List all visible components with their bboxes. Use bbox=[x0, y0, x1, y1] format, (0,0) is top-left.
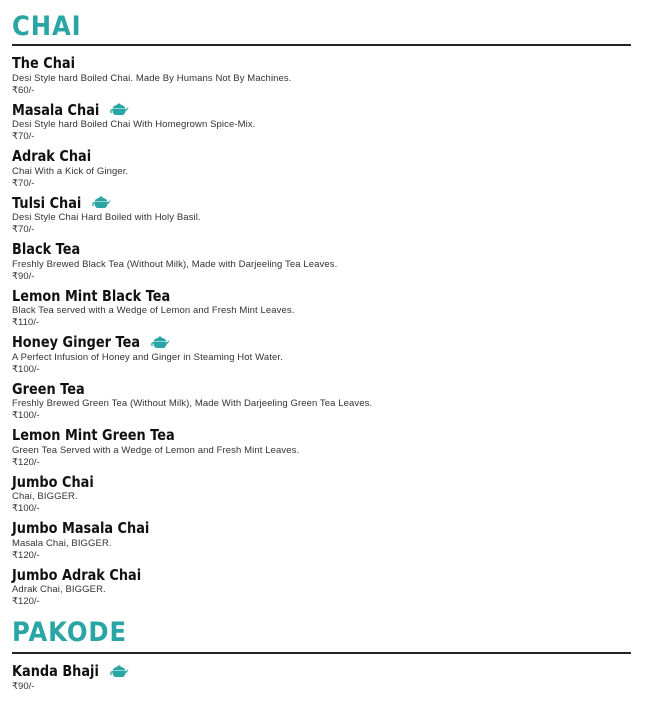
item-list bbox=[12, 662, 632, 708]
item-name-row bbox=[12, 426, 632, 445]
menu-item bbox=[12, 565, 632, 612]
menu-item bbox=[12, 100, 632, 147]
item-name-row bbox=[12, 147, 632, 166]
item-price: ₹120/- bbox=[12, 596, 632, 608]
kettle-icon bbox=[109, 103, 129, 116]
kettle-icon bbox=[150, 336, 170, 349]
item-price: ₹100/- bbox=[12, 364, 632, 376]
item-name-row bbox=[12, 519, 632, 538]
item-name: Jumbo Masala Chai bbox=[12, 519, 149, 537]
item-name: Kanda Bhaji bbox=[12, 662, 99, 680]
item-name: Jumbo Chai bbox=[12, 473, 94, 491]
menu-item bbox=[12, 472, 632, 519]
item-name: The Chai bbox=[12, 54, 75, 72]
item-name: Green Tea bbox=[12, 380, 85, 398]
section-title: CHAI bbox=[12, 12, 570, 42]
item-name-row bbox=[12, 565, 632, 584]
section-divider bbox=[12, 44, 631, 46]
item-name: Black Tea bbox=[12, 240, 80, 258]
item-description: Chai With a Kick of Ginger. bbox=[12, 166, 632, 178]
item-price: ₹90/- bbox=[12, 681, 632, 693]
item-price: ₹120/- bbox=[12, 550, 632, 562]
item-description: A Perfect Infusion of Honey and Ginger in Steaming Hot Water. bbox=[12, 352, 632, 364]
item-description: Freshly Brewed Black Tea (Without Milk), Made with Darjeeling Tea Leaves. bbox=[12, 259, 632, 271]
item-name-row bbox=[12, 333, 632, 352]
menu-item bbox=[12, 333, 632, 380]
menu-item bbox=[12, 286, 632, 333]
item-price: ₹100/- bbox=[12, 410, 632, 422]
item-description: Adrak Chai, BIGGER. bbox=[12, 584, 632, 596]
menu-item bbox=[12, 426, 632, 473]
item-name: Masala Chai bbox=[12, 101, 99, 119]
section-title: PAKODE bbox=[12, 618, 570, 648]
menu-item bbox=[12, 147, 632, 194]
section-pakode bbox=[12, 618, 632, 708]
item-price: ₹70/- bbox=[12, 178, 632, 190]
item-name: Honey Ginger Tea bbox=[12, 333, 140, 351]
menu-item bbox=[12, 240, 632, 287]
section-chai bbox=[12, 12, 632, 612]
item-description: Freshly Brewed Green Tea (Without Milk), Made With Darjeeling Green Tea Leaves. bbox=[12, 398, 632, 410]
item-description: Black Tea served with a Wedge of Lemon and Fresh Mint Leaves. bbox=[12, 305, 632, 317]
menu-item bbox=[12, 519, 632, 566]
menu-item bbox=[12, 662, 632, 708]
item-description: Desi Style hard Boiled Chai With Homegrown Spice-Mix. bbox=[12, 119, 632, 131]
item-price: ₹70/- bbox=[12, 131, 632, 143]
item-name-row bbox=[12, 193, 632, 212]
item-name: Lemon Mint Black Tea bbox=[12, 287, 170, 305]
item-price: ₹110/- bbox=[12, 317, 632, 329]
item-name: Jumbo Adrak Chai bbox=[12, 566, 141, 584]
item-name-row bbox=[12, 662, 632, 681]
item-description: Green Tea Served with a Wedge of Lemon and Fresh Mint Leaves. bbox=[12, 445, 632, 457]
item-name-row bbox=[12, 379, 632, 398]
item-name: Tulsi Chai bbox=[12, 194, 81, 212]
item-list bbox=[12, 54, 632, 612]
item-description: Chai, BIGGER. bbox=[12, 491, 632, 503]
item-name: Adrak Chai bbox=[12, 147, 91, 165]
item-name-row bbox=[12, 54, 632, 73]
menu-item bbox=[12, 193, 632, 240]
item-description: Desi Style hard Boiled Chai. Made By Humans Not By Machines. bbox=[12, 73, 632, 85]
item-price: ₹100/- bbox=[12, 503, 632, 515]
item-name-row bbox=[12, 100, 632, 119]
item-price: ₹120/- bbox=[12, 457, 632, 469]
item-price: ₹90/- bbox=[12, 271, 632, 283]
item-name: Lemon Mint Green Tea bbox=[12, 426, 175, 444]
item-price: ₹70/- bbox=[12, 224, 632, 236]
kettle-icon bbox=[109, 665, 129, 678]
item-description: Desi Style Chai Hard Boiled with Holy Basil. bbox=[12, 212, 632, 224]
item-name-row bbox=[12, 472, 632, 491]
menu-item bbox=[12, 54, 632, 101]
kettle-icon bbox=[91, 196, 111, 209]
item-name-row bbox=[12, 240, 632, 259]
menu-item bbox=[12, 379, 632, 426]
item-price: ₹60/- bbox=[12, 85, 632, 97]
item-description: Masala Chai, BIGGER. bbox=[12, 538, 632, 550]
section-divider bbox=[12, 652, 631, 654]
item-name-row bbox=[12, 286, 632, 305]
